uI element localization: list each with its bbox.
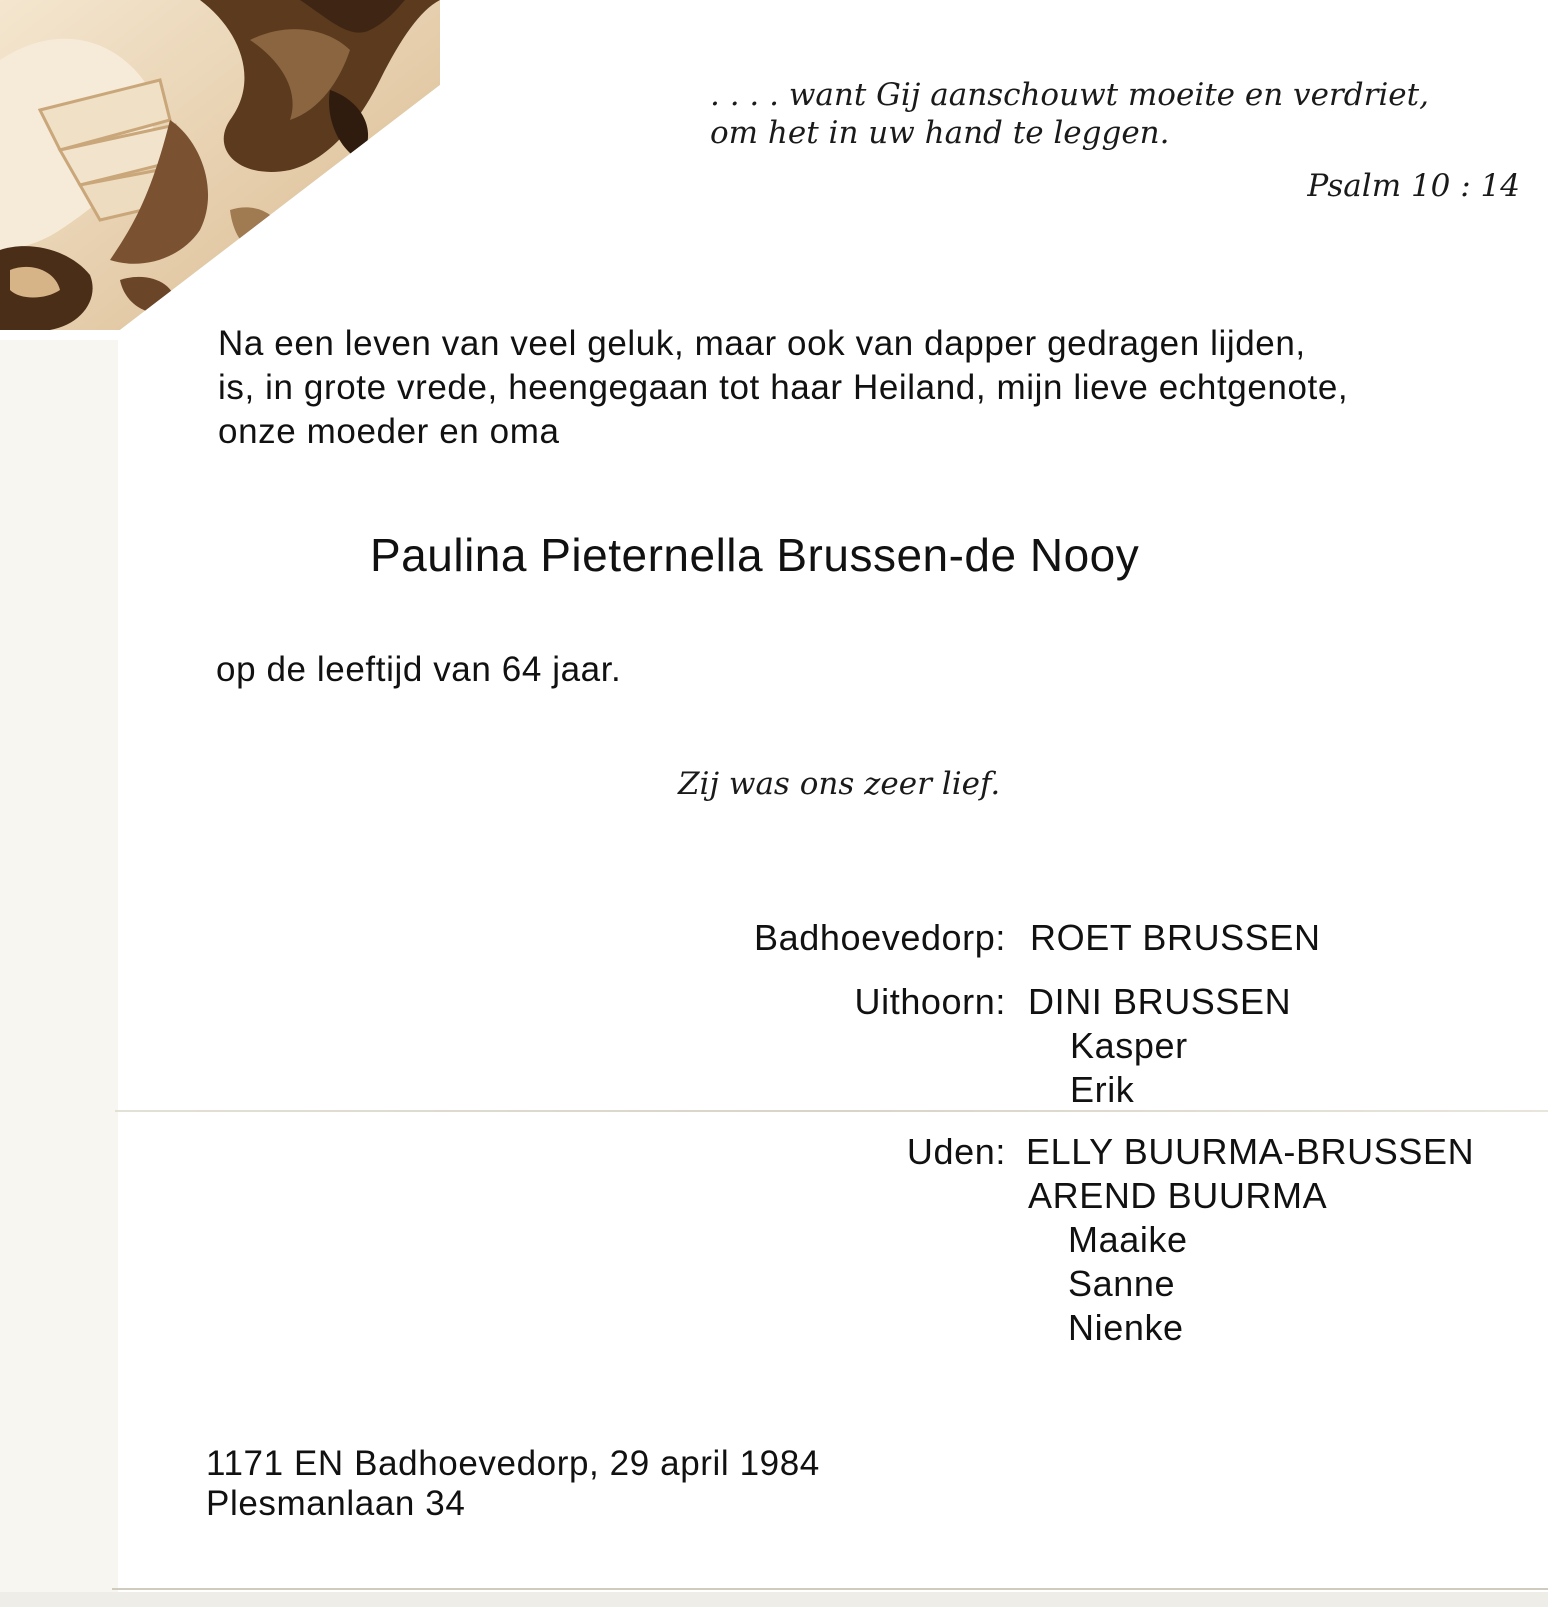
- card-left-margin: [0, 330, 118, 1607]
- family-child: Kasper: [1070, 1025, 1188, 1066]
- announcement-line-1: Na een leven van veel geluk, maar ook van dapper gedragen lijden,: [218, 324, 1306, 363]
- address-block: [206, 1444, 820, 1524]
- corner-photo-image: [0, 0, 440, 340]
- family-child: Nienke: [1068, 1307, 1184, 1348]
- address-line-1: 1171 EN Badhoevedorp, 29 april 1984: [206, 1444, 820, 1483]
- address-line-2: Plesmanlaan 34: [206, 1484, 466, 1523]
- family-adult: ROET BRUSSEN: [1030, 917, 1321, 958]
- family-child: Erik: [1070, 1069, 1135, 1110]
- family-place: Uithoorn:: [854, 981, 1006, 1022]
- family-child: Sanne: [1068, 1263, 1176, 1304]
- announcement-line-2: is, in grote vrede, heengegaan tot haar Heiland, mijn lieve echtgenote,: [218, 368, 1349, 407]
- scan-background-strip: [0, 1592, 1548, 1607]
- family-adult: AREND BUURMA: [1028, 1175, 1328, 1216]
- verse-line-1: . . . . want Gij aanschouwt moeite en verdriet,: [710, 77, 1429, 113]
- announcement-line-3: onze moeder en oma: [218, 412, 560, 451]
- family-place: Uden:: [906, 1131, 1006, 1172]
- card-bottom-edge: [112, 1588, 1548, 1590]
- family-place: Badhoevedorp:: [754, 917, 1006, 958]
- family-adult: DINI BRUSSEN: [1028, 981, 1292, 1022]
- motto: Zij was ons zeer lief.: [678, 766, 1001, 802]
- age-line: op de leeftijd van 64 jaar.: [216, 650, 622, 689]
- bible-verse: [710, 76, 1528, 152]
- verse-line-2: om het in uw hand te leggen.: [710, 115, 1170, 151]
- announcement-text: [218, 322, 1518, 454]
- family-child: Maaike: [1068, 1219, 1188, 1260]
- card-fold-line: [115, 1110, 1548, 1112]
- verse-reference: Psalm 10 : 14: [1307, 168, 1520, 204]
- family-adult: ELLY BUURMA-BRUSSEN: [1026, 1131, 1475, 1172]
- deceased-name: Paulina Pieternella Brussen-de Nooy: [370, 529, 1140, 581]
